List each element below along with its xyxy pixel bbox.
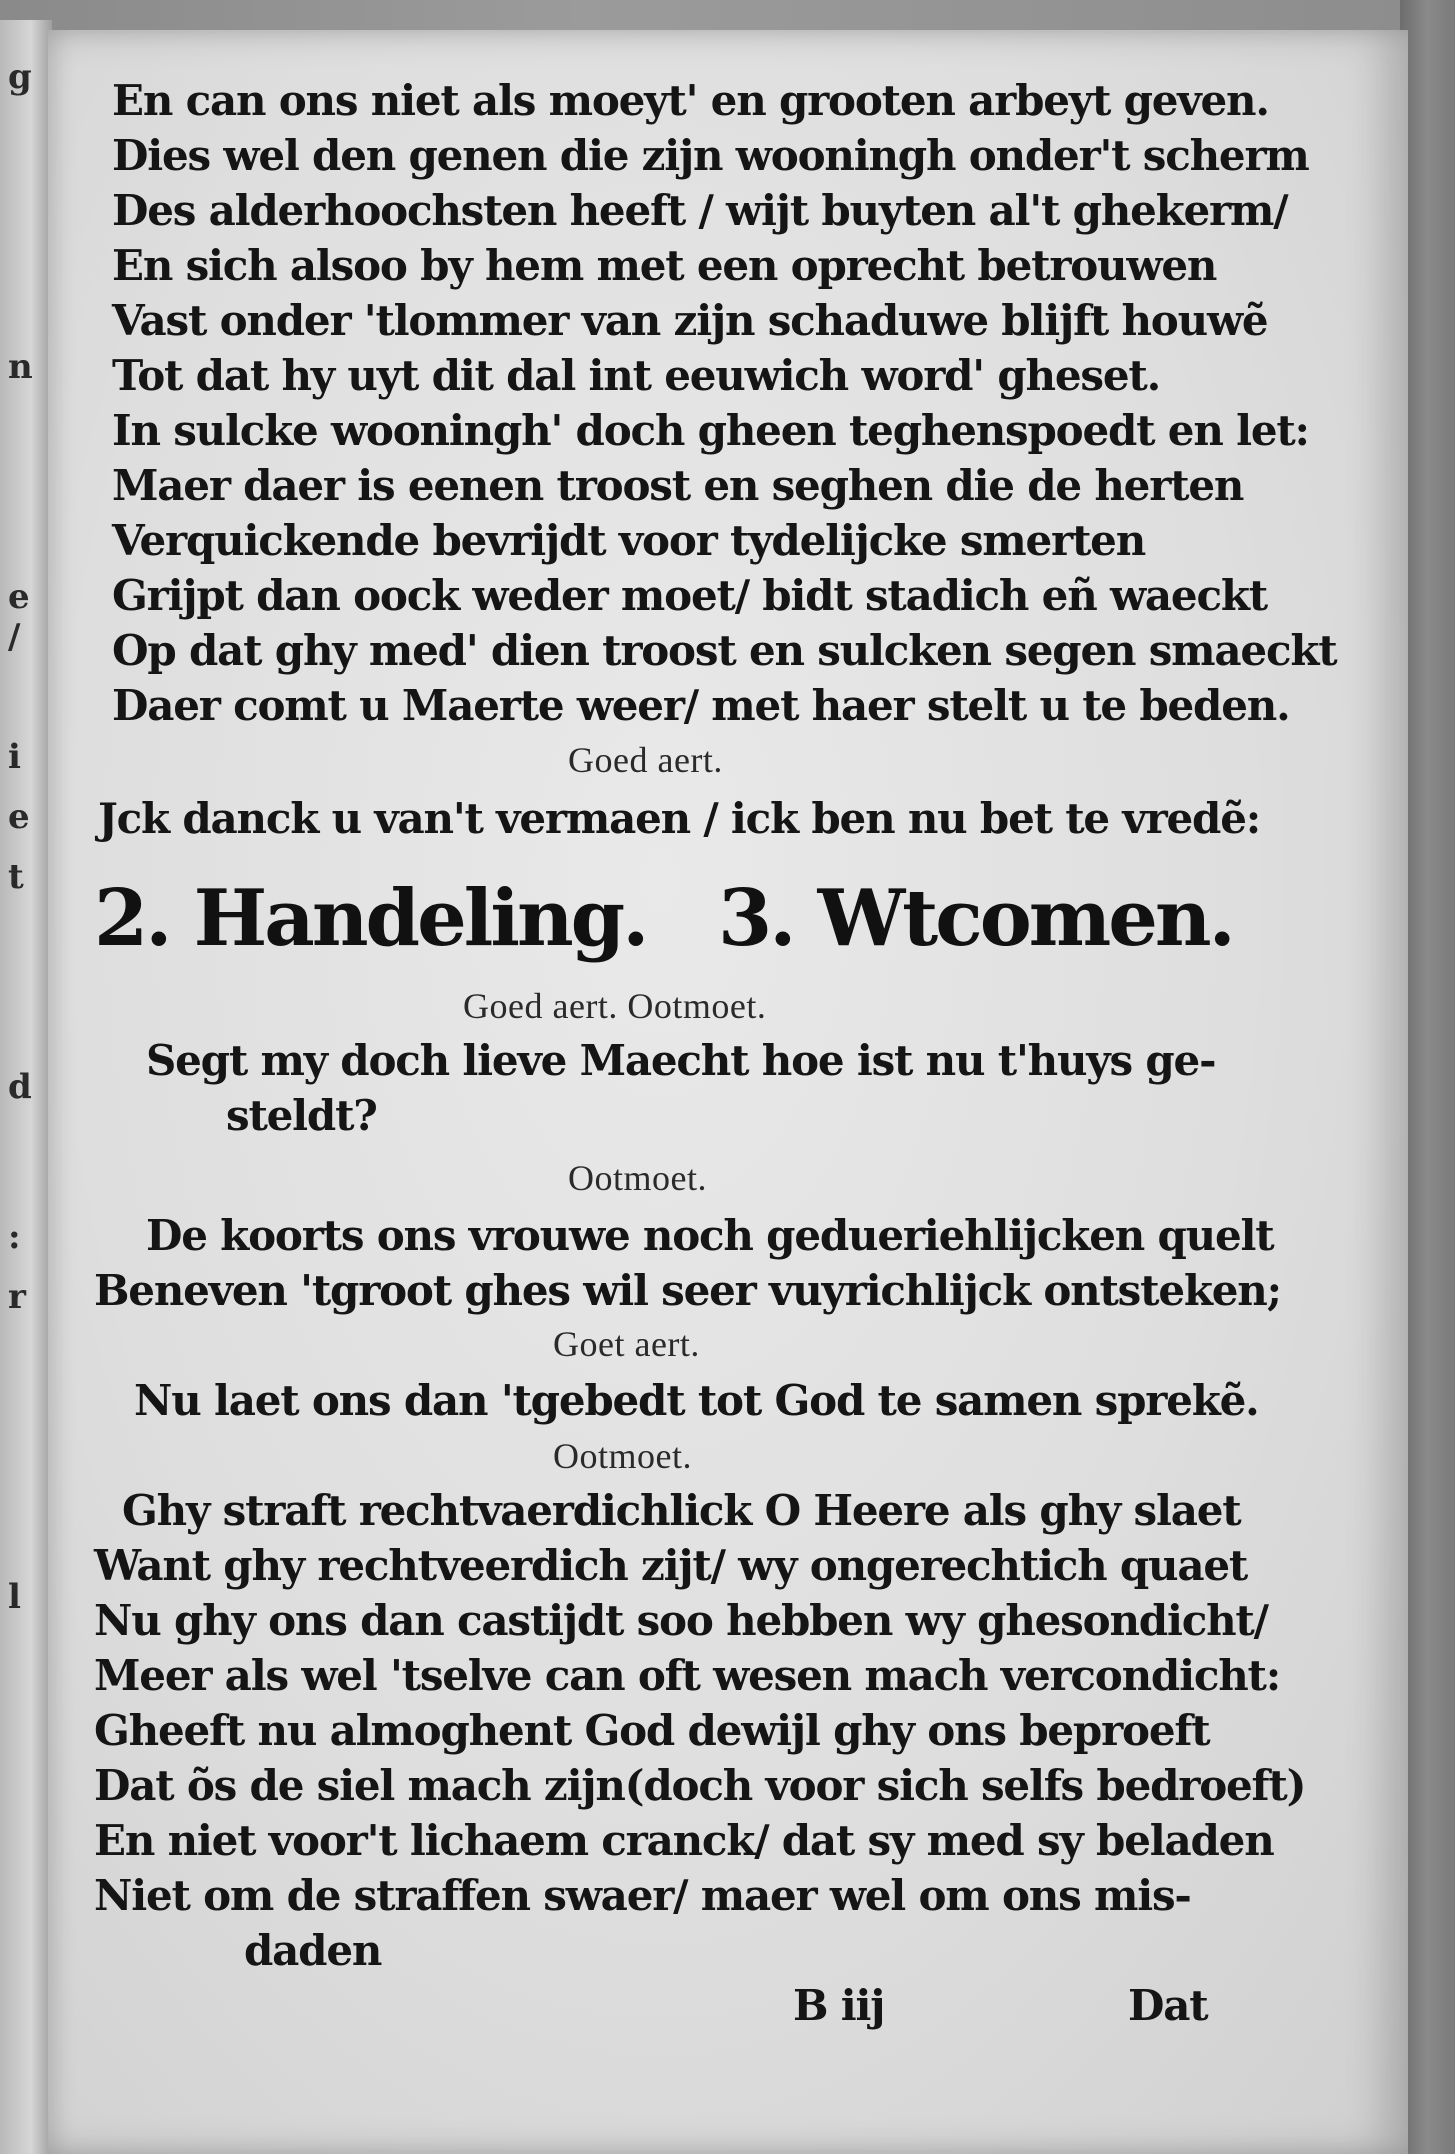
verse-line: En can ons niet als moeyt' en grooten arbeyt geven. — [112, 76, 1269, 125]
verse-line: Gheeft nu almoghent God dewijl ghy ons beproeft — [94, 1706, 1210, 1755]
book-page — [48, 30, 1408, 2154]
prev-page-mark: l — [8, 1577, 21, 1617]
prev-page-mark: e — [8, 577, 30, 617]
prev-page-mark: r — [8, 1277, 26, 1317]
verse-line: Jck danck u van't vermaen / ick ben nu bet te vredẽ: — [98, 794, 1261, 843]
verse-line: Niet om de straffen swaer/ maer wel om ons mis- — [94, 1871, 1191, 1920]
prev-page-mark: g — [8, 57, 32, 97]
prev-page-mark: / — [8, 617, 21, 657]
speaker-label: Ootmoet. — [568, 1158, 707, 1198]
verse-line: Nu ghy ons dan castijdt soo hebben wy ghesondicht/ — [94, 1596, 1268, 1645]
verse-line: Want ghy rechtveerdich zijt/ wy ongerechtich quaet — [94, 1541, 1248, 1590]
verse-line: Segt my doch lieve Maecht hoe ist nu t'huys ge- — [146, 1036, 1216, 1085]
prev-page-mark: i — [8, 737, 21, 777]
speaker-label: Goet aert. — [553, 1324, 700, 1364]
verse-line: Tot dat hy uyt dit dal int eeuwich word' gheset. — [112, 351, 1160, 400]
prev-page-mark: n — [8, 347, 33, 387]
speaker-label: Goed aert. — [568, 740, 723, 780]
book-gutter-shadow — [1400, 0, 1455, 2154]
verse-line: In sulcke wooningh' doch gheen teghenspoedt en let: — [112, 406, 1309, 455]
catchword: Dat — [1128, 1981, 1208, 2030]
verse-line: De koorts ons vrouwe noch gedueriehlijcken quelt — [146, 1211, 1274, 1260]
verse-line: En niet voor't lichaem cranck/ dat sy med sy beladen — [94, 1816, 1274, 1865]
verse-line: En sich alsoo by hem met een oprecht betrouwen — [112, 241, 1217, 290]
verse-line: Grijpt dan oock weder moet/ bidt stadich eñ waeckt — [112, 571, 1267, 620]
verse-line: Maer daer is eenen troost en seghen die de herten — [112, 461, 1244, 510]
verse-line: Beneven 'tgroot ghes wil seer vuyrichlijck ontsteken; — [94, 1266, 1281, 1315]
prev-page-mark: : — [8, 1217, 21, 1257]
verse-line: Meer als wel 'tselve can oft wesen mach vercondicht: — [94, 1651, 1281, 1700]
speaker-label: Ootmoet. — [553, 1436, 692, 1476]
signature-mark: B iij — [793, 1981, 885, 2030]
scene-heading: 3. Wtcomen. — [718, 873, 1233, 964]
verse-line: Dat õs de siel mach zijn(doch voor sich selfs bedroeft) — [94, 1761, 1306, 1810]
verse-line: Ghy straft rechtvaerdichlick O Heere als ghy slaet — [122, 1486, 1241, 1535]
act-heading: 2. Handeling. — [94, 873, 647, 964]
verse-line: Des alderhoochsten heeft / wijt buyten al't ghekerm/ — [112, 186, 1288, 235]
verse-line: Nu laet ons dan 'tgebedt tot God te samen sprekẽ. — [134, 1376, 1259, 1425]
verse-line: Vast onder 'tlommer van zijn schaduwe blijft houwẽ — [112, 296, 1268, 345]
previous-page-edge — [0, 20, 52, 2154]
verse-line: daden — [244, 1926, 382, 1975]
verse-line: Verquickende bevrijdt voor tydelijcke smerten — [112, 516, 1146, 565]
verse-line: steldt? — [226, 1091, 377, 1140]
speaker-label: Goed aert. Ootmoet. — [463, 986, 767, 1026]
verse-line: Op dat ghy med' dien troost en sulcken segen smaeckt — [112, 626, 1337, 675]
verse-line: Dies wel den genen die zijn wooningh onder't scherm — [112, 131, 1309, 180]
verse-line: Daer comt u Maerte weer/ met haer stelt u te beden. — [112, 681, 1290, 730]
prev-page-mark: t — [8, 857, 24, 897]
prev-page-mark: e — [8, 797, 30, 837]
prev-page-mark: d — [8, 1067, 32, 1107]
